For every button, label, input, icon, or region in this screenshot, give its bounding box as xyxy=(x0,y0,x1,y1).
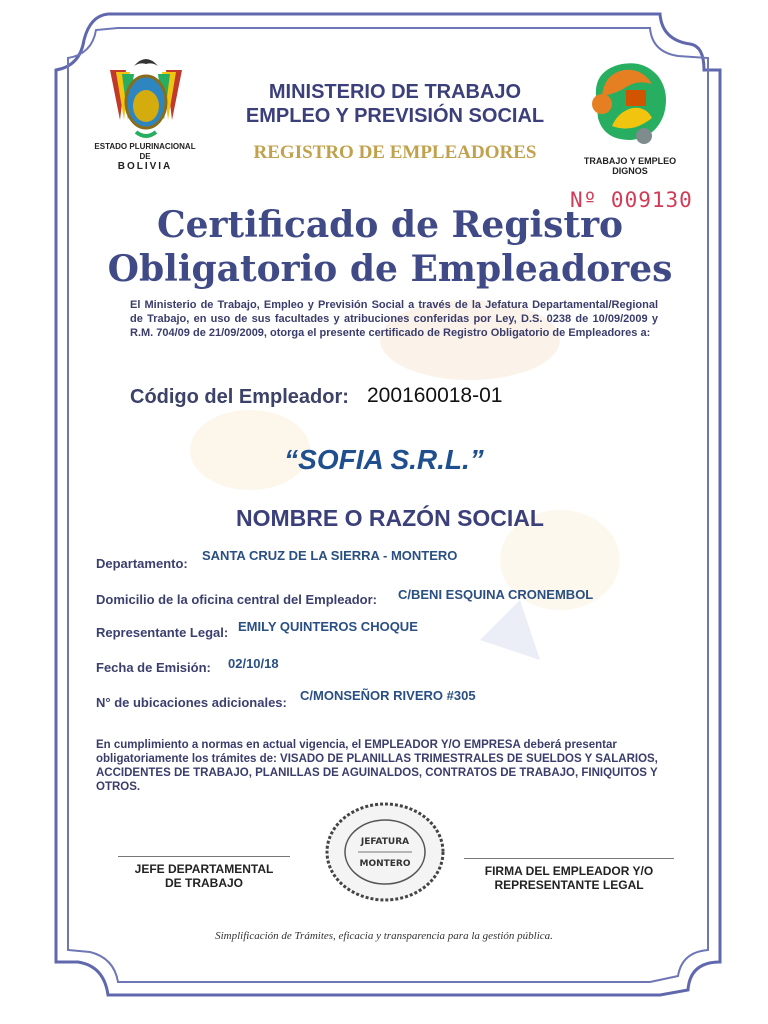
intro-paragraph: El Ministerio de Trabajo, Empleo y Previsión Social a través de la Jefatura Departamental/Regional de Trabajo, en uso de sus facultades y atribuciones conferidas por Ley, D.S. 0238 de 10/09/2009 y R.M. 704/09 de 21/09/2009, otorga el presente certificado de Registro Obligatorio de Empleadores a: xyxy=(130,299,658,339)
ubicaciones-value: C/MONSEÑOR RIVERO #305 xyxy=(300,688,476,703)
right-signature-label xyxy=(460,864,678,892)
registry-title: REGISTRO DE EMPLEADORES xyxy=(253,142,537,163)
crest-caption-line1: ESTADO PLURINACIONAL xyxy=(94,142,196,151)
left-signature-line xyxy=(118,856,290,857)
domicilio-label: Domicilio de la oficina central del Empleador: xyxy=(96,592,378,607)
ministry-line1: MINISTERIO DE TRABAJO xyxy=(268,81,522,103)
crest-caption xyxy=(80,142,210,172)
crest-caption-line2: DE xyxy=(139,152,151,161)
departamento-label: Departamento: xyxy=(96,556,188,571)
fecha-value: 02/10/18 xyxy=(228,656,279,671)
codigo-value: 200160018-01 xyxy=(367,384,503,407)
left-signature-line1: JEFE DEPARTAMENTAL xyxy=(134,862,274,876)
domicilio-value: C/BENI ESQUINA CRONEMBOL xyxy=(398,587,594,602)
company-name: “SOFIA S.R.L.” xyxy=(284,444,484,475)
right-signature-line xyxy=(464,858,674,859)
crest-caption-line3: BOLIVIA xyxy=(117,161,173,172)
ministry-line2: EMPLEO Y PREVISIÓN SOCIAL xyxy=(245,105,545,127)
departamento-value: SANTA CRUZ DE LA SIERRA - MONTERO xyxy=(202,548,458,563)
ubicaciones-label: N° de ubicaciones adicionales: xyxy=(96,695,287,710)
footer-slogan: Simplificación de Trámites, eficacia y transparencia para la gestión pública. xyxy=(215,930,553,942)
official-seal xyxy=(322,800,448,904)
seal-text-line2: MONTERO xyxy=(359,859,411,869)
certificate-title xyxy=(90,203,690,291)
fecha-label: Fecha de Emisión: xyxy=(96,660,211,675)
right-signature-line1: FIRMA DEL EMPLEADOR Y/O xyxy=(484,864,654,878)
trabajo-digno-logo-icon xyxy=(582,56,674,148)
right-signature-line2: REPRESENTANTE LEGAL xyxy=(494,878,644,892)
razon-social-label: NOMBRE O RAZÓN SOCIAL xyxy=(236,505,544,531)
certificate-title-line1: Certificado de Registro xyxy=(156,204,624,246)
logo-caption-line2: DIGNOS xyxy=(612,166,648,176)
bolivia-crest-icon xyxy=(96,50,196,142)
left-signature-label xyxy=(110,862,298,890)
seal-text-line1: JEFATURA xyxy=(360,837,410,847)
compliance-note: En cumplimiento a normas en actual vigencia, el EMPLEADOR Y/O EMPRESA deberá presentar obligatoriamente los trámites de: VISADO DE PLANILLAS TRIMESTRALES DE SUELDOS Y SALARIOS, ACCIDENTES DE TRABAJO, PLANILLAS DE AGUINALDOS, CONTRATOS DE TRABAJO, FINIQUITOS Y OTROS. xyxy=(96,739,658,793)
representante-value: EMILY QUINTEROS CHOQUE xyxy=(238,619,418,634)
logo-caption xyxy=(570,156,690,176)
ministry-title xyxy=(200,80,590,128)
representante-label: Representante Legal: xyxy=(96,625,229,640)
certificate-number: Nº 009130 xyxy=(570,188,693,212)
left-signature-line2: DE TRABAJO xyxy=(164,876,243,890)
certificate-title-line2: Obligatorio de Empleadores xyxy=(107,248,673,290)
logo-caption-line1: TRABAJO Y EMPLEO xyxy=(583,156,677,166)
codigo-label: Código del Empleador: xyxy=(130,386,349,408)
